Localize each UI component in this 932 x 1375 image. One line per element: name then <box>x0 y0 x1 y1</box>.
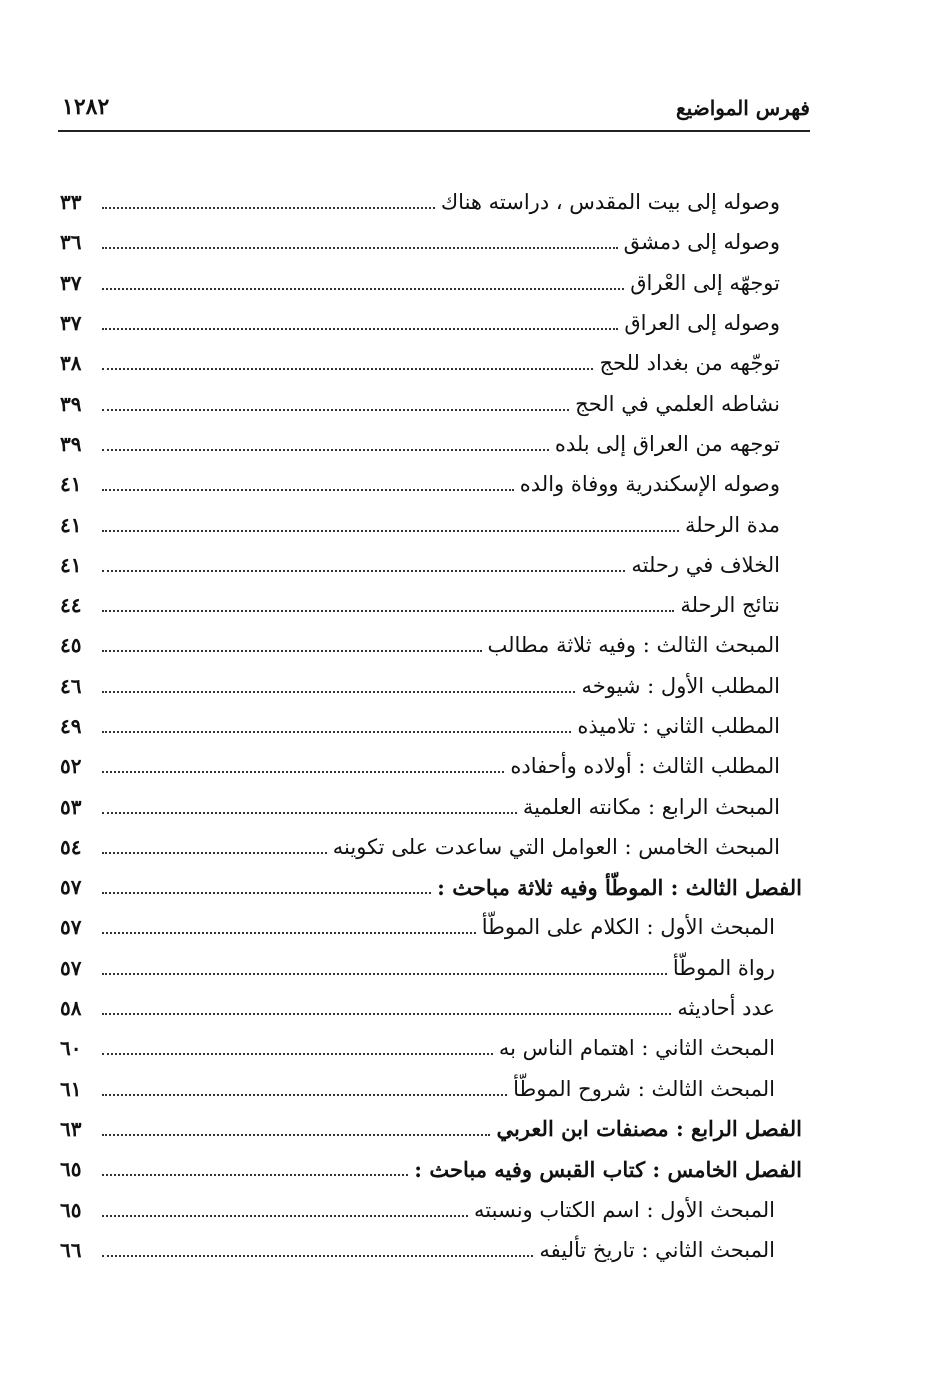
toc-entry-page: ٤١ <box>60 552 82 577</box>
toc-entry-title: المبحث الأول : اسم الكتاب ونسبته <box>474 1197 775 1222</box>
toc-entry <box>60 545 780 585</box>
toc-entry-title: نتائج الرحلة <box>680 593 780 618</box>
toc-entry <box>60 706 780 746</box>
dot-leader <box>102 1013 671 1015</box>
toc-entry-page: ٥٨ <box>60 996 82 1021</box>
dot-leader <box>102 691 575 693</box>
toc-entry-page: ٣٧ <box>60 311 82 336</box>
toc-entry-title: توجهّه إلى العْراق <box>630 270 780 295</box>
dot-leader <box>102 247 618 249</box>
toc-entry <box>60 303 780 343</box>
toc-entry-page: ٣٣ <box>60 190 82 215</box>
dot-leader <box>102 368 593 370</box>
dot-leader <box>102 650 482 652</box>
toc-entry <box>60 1028 775 1068</box>
toc-entry <box>60 666 780 706</box>
dot-leader <box>102 1053 493 1055</box>
toc-entry-title: الخلاف في رحلته <box>631 552 780 577</box>
toc-entry-title: الفصل الخامس : كتاب القبس وفيه مباحث : <box>414 1156 802 1182</box>
dot-leader <box>102 449 549 451</box>
toc-entry <box>60 746 780 786</box>
toc-entry-title: مدة الرحلة <box>685 512 780 537</box>
toc-entry <box>60 1189 775 1229</box>
toc-entry-title: وصوله إلى دمشق <box>623 230 780 255</box>
dot-leader <box>102 973 667 975</box>
toc-entry-page: ٣٨ <box>60 351 82 376</box>
dot-leader <box>102 771 504 773</box>
toc-entry <box>60 867 802 907</box>
toc-entry-page: ٤٥ <box>60 633 82 658</box>
toc-entry-title: عدد أحاديثه <box>677 996 775 1021</box>
dot-leader <box>102 892 431 894</box>
toc-entry-title: توجّهه من بغداد للحج <box>599 351 780 376</box>
toc-entry-page: ٥٧ <box>60 875 82 900</box>
toc-entry-title: المبحث الثاني : تاريخ تأليفه <box>539 1237 775 1262</box>
dot-leader <box>102 1134 490 1136</box>
toc-entry-title: المبحث الرابع : مكانته العلمية <box>522 794 780 819</box>
toc-entry <box>60 988 775 1028</box>
toc-entry <box>60 424 780 464</box>
toc-entry-title: وصوله إلى بيت المقدس ، دراسته هناك <box>440 190 780 215</box>
page-number: ١٢٨٢ <box>62 94 110 120</box>
toc-entry <box>60 383 780 423</box>
toc-entry-page: ٤٩ <box>60 714 82 738</box>
dot-leader <box>102 812 517 814</box>
toc-entry <box>60 625 780 665</box>
toc-entry-page: ٤٦ <box>60 673 82 698</box>
dot-leader <box>102 1215 468 1217</box>
dot-leader <box>102 1174 408 1176</box>
toc-entry-title: المبحث الخامس : العوامل التي ساعدت على تكوينه <box>332 834 780 859</box>
toc-entry-page: ٥٧ <box>60 915 82 940</box>
toc-entry-title: المبحث الثالث : وفيه ثلاثة مطالب <box>487 633 780 658</box>
dot-leader <box>102 1094 507 1096</box>
toc-entry <box>60 222 780 262</box>
toc-entry-page: ٥٣ <box>60 794 82 819</box>
toc-entry-page: ٣٩ <box>60 391 82 416</box>
toc-entry-title: المبحث الأول : الكلام على الموطّأ <box>481 915 775 940</box>
toc-entry <box>60 1069 775 1109</box>
toc-entry-title: الفصل الثالث : الموطّأ وفيه ثلاثة مباحث : <box>437 874 802 900</box>
dot-leader <box>102 288 624 290</box>
toc-entry-page: ٤١ <box>60 472 82 497</box>
toc-entry <box>60 182 780 222</box>
toc-entry-title: رواة الموطّأ <box>672 955 775 980</box>
toc-entry-page: ٦٠ <box>60 1036 82 1061</box>
toc-entry-title: المبحث الثاني : اهتمام الناس به <box>498 1036 775 1061</box>
toc-entry-title: المطلب الثاني : تلاميذه <box>577 714 780 738</box>
toc-entry-title: نشاطه العلمي في الحج <box>575 391 780 416</box>
toc-entry-title: وصوله الإسكندرية ووفاة والده <box>519 472 780 497</box>
toc-entry-page: ٤١ <box>60 512 82 537</box>
toc-entry-page: ٦١ <box>60 1076 82 1101</box>
toc-entry <box>60 907 775 947</box>
toc-entry-page: ٦٥ <box>60 1197 82 1222</box>
toc-entry <box>60 263 780 303</box>
toc-entry <box>60 504 780 544</box>
toc-entry-title: الفصل الرابع : مصنفات ابن العربي <box>496 1116 802 1142</box>
dot-leader <box>102 731 571 733</box>
toc-entry-page: ٤٤ <box>60 593 82 618</box>
running-title: فهرس المواضيع <box>676 96 810 120</box>
dot-leader <box>102 1255 533 1257</box>
toc-entry-page: ٦٥ <box>60 1157 82 1182</box>
toc-entry-title: وصوله إلى العراق <box>624 311 780 336</box>
dot-leader <box>102 852 327 854</box>
toc-entry-page: ٥٢ <box>60 754 82 779</box>
toc-entry <box>60 343 780 383</box>
toc-entry-title: المطلب الثالث : أولاده وأحفاده <box>510 754 780 779</box>
header-divider <box>58 130 810 132</box>
table-of-contents <box>0 182 932 1270</box>
dot-leader <box>102 530 679 532</box>
toc-entry-page: ٣٩ <box>60 431 82 456</box>
toc-entry <box>60 1230 775 1270</box>
toc-entry <box>60 585 780 625</box>
toc-entry-page: ٦٣ <box>60 1116 82 1141</box>
toc-entry-page: ٥٤ <box>60 834 82 859</box>
toc-entry <box>60 948 775 988</box>
dot-leader <box>102 489 514 491</box>
toc-entry-page: ٦٦ <box>60 1237 82 1262</box>
toc-entry-page: ٣٧ <box>60 270 82 295</box>
toc-entry <box>60 786 780 826</box>
toc-entry <box>60 827 780 867</box>
dot-leader <box>102 932 476 934</box>
dot-leader <box>102 610 674 612</box>
toc-entry-page: ٣٦ <box>60 230 82 255</box>
toc-entry-title: المطلب الأول : شيوخه <box>581 673 780 698</box>
toc-entry <box>60 1109 802 1149</box>
dot-leader <box>102 409 569 411</box>
toc-entry-title: المبحث الثالث : شروح الموطّأ <box>513 1076 775 1101</box>
dot-leader <box>102 207 435 209</box>
toc-entry-title: توجهه من العراق إلى بلده <box>554 431 780 456</box>
dot-leader <box>102 328 618 330</box>
page-header <box>58 92 810 132</box>
toc-entry <box>60 1149 802 1189</box>
toc-entry-page: ٥٧ <box>60 955 82 980</box>
toc-entry <box>60 464 780 504</box>
dot-leader <box>102 570 625 572</box>
